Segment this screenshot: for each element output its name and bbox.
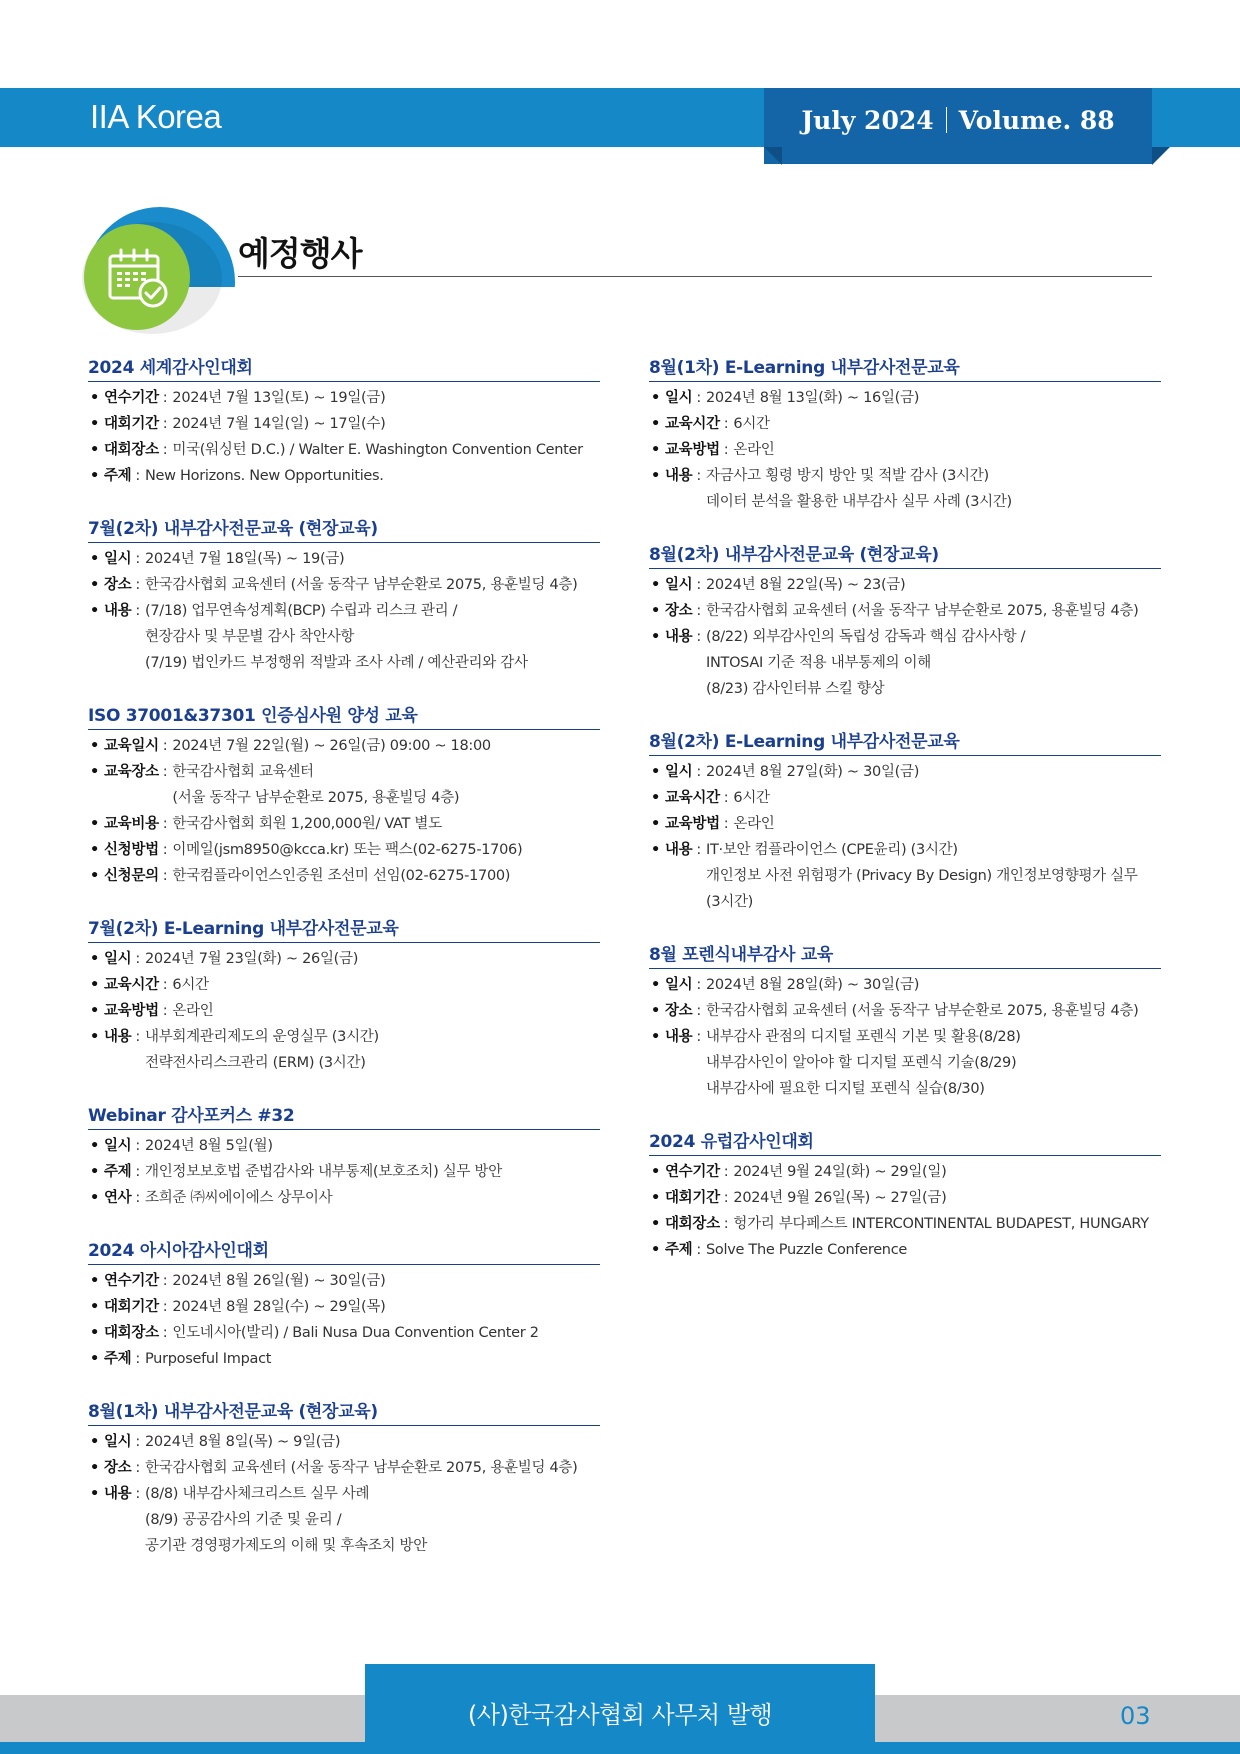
detail-value-line: IT·보안 컴플라이언스 (CPE윤리) (3시간)	[705, 842, 958, 858]
event-detail-row	[88, 1294, 600, 1320]
detail-value-line: 2024년 8월 26일(월) ~ 30일(금)	[172, 1273, 386, 1289]
detail-value-line: 2024년 8월 28일(수) ~ 29일(목)	[172, 1299, 386, 1315]
detail-colon: :	[162, 1003, 168, 1019]
detail-colon: :	[162, 868, 168, 884]
event-block	[649, 730, 1161, 915]
event-detail-row	[88, 1320, 600, 1346]
detail-value	[733, 785, 769, 811]
event-detail-row	[649, 1024, 1161, 1102]
event-detail-row	[88, 598, 600, 676]
event-detail-row	[649, 1159, 1161, 1185]
detail-colon: :	[723, 1190, 729, 1206]
event-detail-row	[88, 546, 600, 572]
event-block	[88, 356, 600, 489]
detail-value-line: 한국감사협회 교육센터 (서울 동작구 남부순환로 2075, 용훈빌딩 4층)	[705, 1003, 1139, 1019]
detail-label: • 연수기간	[88, 385, 159, 411]
detail-label: • 일시	[649, 759, 692, 785]
detail-value	[706, 1024, 1021, 1102]
section-title: 예정행사	[238, 234, 362, 273]
detail-value	[706, 759, 919, 785]
event-detail-row	[88, 1185, 600, 1211]
event-detail-row	[649, 598, 1161, 624]
event-detail-row	[649, 837, 1161, 915]
detail-value	[172, 811, 441, 837]
detail-value-line: (7/18) 업무연속성계획(BCP) 수립과 리스크 관리 /	[144, 603, 458, 619]
event-title: ISO 37001&37301 인증심사원 양성 교육	[88, 704, 600, 730]
event-title: 2024 아시아감사인대회	[88, 1239, 600, 1265]
detail-value-line: 2024년 8월 28일(화) ~ 30일(금)	[705, 977, 920, 993]
calendar-check-icon	[106, 246, 170, 310]
detail-value-line: 미국(워싱턴 D.C.) / Walter E. Washington Convention Center	[172, 442, 583, 458]
event-detail-row	[649, 385, 1161, 411]
detail-label: • 주제	[88, 463, 131, 489]
detail-label: • 교육방법	[88, 998, 159, 1024]
detail-colon: :	[162, 816, 168, 832]
section-title-rule	[238, 276, 1152, 277]
detail-value-line: 온라인	[172, 1003, 214, 1019]
detail-colon: :	[696, 1242, 701, 1258]
detail-label: • 장소	[649, 598, 692, 624]
detail-colon: :	[162, 390, 168, 406]
detail-label: • 연사	[88, 1185, 131, 1211]
detail-value-line: 2024년 8월 27일(화) ~ 30일(금)	[705, 764, 920, 780]
detail-value	[172, 863, 510, 889]
detail-label: • 교육방법	[649, 437, 720, 463]
detail-value-line: 2024년 7월 13일(토) ~ 19일(금)	[172, 390, 386, 406]
detail-value	[145, 1481, 427, 1559]
detail-label: • 장소	[88, 572, 131, 598]
detail-label: • 교육일시	[88, 733, 159, 759]
detail-value-line: 온라인	[733, 816, 775, 832]
detail-value	[733, 811, 774, 837]
detail-label: • 교육장소	[88, 759, 159, 811]
detail-value-line: New Horizons. New Opportunities.	[144, 468, 384, 484]
detail-label: • 주제	[649, 1237, 692, 1263]
detail-value-line: Purposeful Impact	[144, 1351, 272, 1367]
left-column	[88, 356, 600, 1587]
event-title: 8월 포렌식내부감사 교육	[649, 943, 1161, 969]
detail-value	[706, 1237, 907, 1263]
detail-value	[733, 411, 769, 437]
footer-publisher: (사)한국감사협회 사무처 발행	[467, 1701, 773, 1729]
detail-value-line: (8/22) 외부감사인의 독립성 감독과 핵심 감사사항 /	[705, 629, 1026, 645]
detail-value-line: (서울 동작구 남부순환로 2075, 용훈빌딩 4층)	[172, 790, 460, 806]
event-detail-row	[88, 411, 600, 437]
detail-value	[145, 1346, 271, 1372]
detail-value	[172, 385, 385, 411]
detail-label: • 일시	[649, 572, 692, 598]
detail-value	[145, 598, 528, 676]
detail-value	[706, 572, 905, 598]
detail-colon: :	[696, 1003, 701, 1019]
detail-colon: :	[696, 468, 701, 484]
event-detail-row	[88, 1024, 600, 1076]
detail-value	[172, 837, 522, 863]
detail-value	[706, 972, 919, 998]
event-detail-row	[88, 733, 600, 759]
detail-label: • 신청방법	[88, 837, 159, 863]
issue-box-fold-left	[764, 147, 782, 165]
detail-value-line: 2024년 9월 24일(화) ~ 29일(일)	[733, 1164, 947, 1180]
event-title: 8월(2차) 내부감사전문교육 (현장교육)	[649, 543, 1161, 569]
event-block	[649, 356, 1161, 515]
detail-value-line: INTOSAI 기준 적용 내부통제의 이해	[705, 655, 931, 671]
detail-value	[733, 1211, 1148, 1237]
event-title: Webinar 감사포커스 #32	[88, 1104, 600, 1130]
detail-label: • 대회기간	[88, 411, 159, 437]
detail-value-line: 2024년 9월 26일(목) ~ 27일(금)	[733, 1190, 947, 1206]
detail-value-line: 공기관 경영평가제도의 이해 및 후속조치 방안	[144, 1538, 427, 1554]
event-detail-row	[88, 1133, 600, 1159]
detail-colon: :	[135, 951, 140, 967]
detail-value-line: 전략전사리스크관리 (ERM) (3시간)	[144, 1055, 366, 1071]
detail-colon: :	[135, 1190, 140, 1206]
right-column	[649, 356, 1161, 1291]
detail-colon: :	[162, 764, 168, 780]
detail-colon: :	[162, 842, 168, 858]
detail-colon: :	[162, 1299, 168, 1315]
detail-value	[706, 624, 1025, 702]
detail-colon: :	[162, 442, 168, 458]
detail-label: • 주제	[88, 1346, 131, 1372]
detail-value	[172, 1294, 385, 1320]
event-detail-row	[649, 437, 1161, 463]
event-detail-row	[88, 759, 600, 811]
detail-colon: :	[696, 1029, 701, 1045]
event-detail-row	[649, 624, 1161, 702]
detail-value-line: 개인정보보호법 준법감사와 내부통제(보호조치) 실무 방안	[144, 1164, 502, 1180]
detail-colon: :	[135, 1164, 140, 1180]
event-block	[88, 1400, 600, 1559]
event-detail-row	[88, 946, 600, 972]
detail-value-line: 한국컴플라이언스인증원 조선미 선임(02-6275-1700)	[172, 868, 511, 884]
detail-value-line: 2024년 8월 22일(목) ~ 23(금)	[705, 577, 906, 593]
detail-label: • 내용	[649, 624, 692, 702]
event-detail-row	[88, 998, 600, 1024]
detail-label: • 일시	[88, 1429, 131, 1455]
detail-colon: :	[162, 738, 168, 754]
detail-colon: :	[723, 1216, 729, 1232]
detail-value	[172, 733, 490, 759]
detail-value-line: (8/23) 감사인터뷰 스킬 향상	[705, 681, 885, 697]
detail-colon: :	[723, 442, 729, 458]
event-detail-row	[88, 972, 600, 998]
detail-value-line: 6시간	[733, 416, 770, 432]
detail-value	[706, 998, 1139, 1024]
event-block	[88, 917, 600, 1076]
detail-value-line: 인도네시아(발리) / Bali Nusa Dua Convention Center 2	[172, 1325, 539, 1341]
detail-colon: :	[696, 842, 701, 858]
detail-colon: :	[696, 577, 701, 593]
event-detail-row	[88, 463, 600, 489]
detail-value	[733, 437, 774, 463]
detail-label: • 내용	[88, 1481, 131, 1559]
event-title: 8월(1차) E-Learning 내부감사전문교육	[649, 356, 1161, 382]
event-detail-row	[649, 998, 1161, 1024]
detail-value	[145, 546, 344, 572]
detail-value-line: (8/9) 공공감사의 기준 및 윤리 /	[144, 1512, 342, 1528]
detail-value-line: 2024년 8월 8일(목) ~ 9일(금)	[144, 1434, 341, 1450]
detail-value-line: (3시간)	[705, 894, 754, 910]
detail-colon: :	[723, 790, 729, 806]
detail-value	[145, 1159, 502, 1185]
detail-value-line: 데이터 분석을 활용한 내부감사 실무 사례 (3시간)	[705, 494, 1012, 510]
detail-label: • 대회기간	[649, 1185, 720, 1211]
detail-value-line: 내부감사에 필요한 디지털 포렌식 실습(8/30)	[705, 1081, 985, 1097]
detail-value	[733, 1185, 946, 1211]
detail-label: • 내용	[88, 1024, 131, 1076]
detail-label: • 교육시간	[88, 972, 159, 998]
event-title: 7월(2차) E-Learning 내부감사전문교육	[88, 917, 600, 943]
detail-label: • 장소	[649, 998, 692, 1024]
event-detail-row	[88, 863, 600, 889]
detail-label: • 내용	[649, 463, 692, 515]
event-title: 8월(1차) 내부감사전문교육 (현장교육)	[88, 1400, 600, 1426]
detail-colon: :	[696, 390, 701, 406]
detail-value-line: 내부감사인이 알아야 할 디지털 포렌식 기술(8/29)	[705, 1055, 1017, 1071]
detail-label: • 일시	[88, 1133, 131, 1159]
event-block	[88, 704, 600, 889]
detail-label: • 내용	[649, 1024, 692, 1102]
detail-colon: :	[696, 977, 701, 993]
detail-value-line: 2024년 7월 18일(목) ~ 19(금)	[144, 551, 345, 567]
detail-label: • 일시	[88, 946, 131, 972]
detail-value	[145, 1133, 273, 1159]
detail-value-line: 개인정보 사전 위험평가 (Privacy By Design) 개인정보영향평가 실무	[705, 868, 1138, 884]
detail-value-line: 한국감사협회 교육센터 (서울 동작구 남부순환로 2075, 용훈빌딩 4층)	[144, 577, 578, 593]
detail-label: • 교육시간	[649, 785, 720, 811]
page-number: 03	[1120, 1702, 1151, 1730]
event-detail-row	[88, 437, 600, 463]
detail-value	[145, 1185, 332, 1211]
detail-value	[706, 385, 919, 411]
detail-value	[172, 1320, 538, 1346]
detail-label: • 장소	[88, 1455, 131, 1481]
detail-value-line: 한국감사협회 교육센터 (서울 동작구 남부순환로 2075, 용훈빌딩 4층)	[144, 1460, 578, 1476]
event-block	[88, 1104, 600, 1211]
event-detail-row	[649, 785, 1161, 811]
detail-value-line: 2024년 8월 13일(화) ~ 16일(금)	[705, 390, 920, 406]
detail-value	[145, 463, 384, 489]
event-detail-row	[88, 1429, 600, 1455]
detail-label: • 내용	[88, 598, 131, 676]
detail-value-line: 이메일(jsm8950@kcca.kr) 또는 팩스(02-6275-1706)	[172, 842, 523, 858]
detail-label: • 대회기간	[88, 1294, 159, 1320]
detail-label: • 일시	[649, 385, 692, 411]
detail-value-line: 조희준 ㈜씨에이에스 상무이사	[144, 1190, 333, 1206]
event-detail-row	[88, 1159, 600, 1185]
detail-colon: :	[696, 629, 701, 645]
detail-value-line: 내부회계관리제도의 운영실무 (3시간)	[144, 1029, 379, 1045]
detail-value-line: 한국감사협회 교육센터	[172, 764, 314, 780]
event-detail-row	[649, 463, 1161, 515]
detail-label: • 일시	[88, 546, 131, 572]
detail-value	[733, 1159, 946, 1185]
detail-colon: :	[135, 1351, 140, 1367]
issue-separator	[946, 107, 947, 133]
detail-value-line: 2024년 8월 5일(월)	[144, 1138, 273, 1154]
detail-value-line: 한국감사협회 회원 1,200,000원/ VAT 별도	[172, 816, 442, 832]
detail-colon: :	[135, 551, 140, 567]
detail-colon: :	[135, 603, 140, 619]
detail-label: • 교육방법	[649, 811, 720, 837]
event-title: 2024 세계감사인대회	[88, 356, 600, 382]
event-detail-row	[88, 1346, 600, 1372]
issue-box-fold-right	[1152, 147, 1170, 165]
event-detail-row	[88, 572, 600, 598]
detail-value-line: Solve The Puzzle Conference	[705, 1242, 907, 1258]
detail-value	[145, 572, 578, 598]
detail-colon: :	[696, 603, 701, 619]
detail-value	[172, 1268, 385, 1294]
detail-colon: :	[135, 1138, 140, 1154]
event-detail-row	[649, 759, 1161, 785]
detail-value	[706, 598, 1139, 624]
detail-colon: :	[162, 1273, 168, 1289]
event-detail-row	[649, 1185, 1161, 1211]
detail-value-line: 내부감사 관점의 디지털 포렌식 기본 및 활용(8/28)	[705, 1029, 1021, 1045]
event-title: 2024 유럽감사인대회	[649, 1130, 1161, 1156]
event-block	[88, 517, 600, 676]
detail-colon: :	[135, 468, 140, 484]
detail-value-line: 현장감사 및 부문별 감사 착안사항	[144, 629, 355, 645]
detail-value	[172, 759, 459, 811]
brand-logo-text: IIA Korea	[90, 98, 222, 135]
event-detail-row	[649, 411, 1161, 437]
event-detail-row	[649, 1211, 1161, 1237]
detail-colon: :	[723, 816, 729, 832]
detail-value	[706, 837, 1138, 915]
detail-value	[145, 1024, 379, 1076]
detail-value	[706, 463, 1012, 515]
event-detail-row	[649, 1237, 1161, 1263]
detail-value	[145, 1455, 578, 1481]
detail-value	[172, 998, 213, 1024]
detail-colon: :	[135, 1460, 140, 1476]
event-detail-row	[649, 811, 1161, 837]
issue-date: July 2024	[801, 106, 934, 135]
detail-value	[145, 946, 358, 972]
detail-label: • 대회장소	[88, 437, 159, 463]
detail-label: • 교육비용	[88, 811, 159, 837]
event-block	[649, 943, 1161, 1102]
detail-colon: :	[135, 1486, 140, 1502]
detail-value-line: 자금사고 횡령 방지 방안 및 적발 감사 (3시간)	[705, 468, 989, 484]
detail-value-line: (7/19) 법인카드 부정행위 적발과 조사 사례 / 예산관리와 감사	[144, 655, 528, 671]
detail-label: • 내용	[649, 837, 692, 915]
detail-value	[172, 411, 385, 437]
detail-label: • 신청문의	[88, 863, 159, 889]
detail-colon: :	[162, 1325, 168, 1341]
detail-value-line: (8/8) 내부감사체크리스트 실무 사례	[144, 1486, 370, 1502]
detail-colon: :	[162, 977, 168, 993]
detail-colon: :	[135, 577, 140, 593]
event-detail-row	[88, 385, 600, 411]
detail-label: • 연수기간	[88, 1268, 159, 1294]
event-block	[649, 1130, 1161, 1263]
detail-value	[172, 972, 208, 998]
detail-label: • 교육시간	[649, 411, 720, 437]
issue-info	[764, 106, 1152, 135]
detail-colon: :	[135, 1434, 140, 1450]
detail-value-line: 2024년 7월 23일(화) ~ 26일(금)	[144, 951, 359, 967]
detail-colon: :	[135, 1029, 140, 1045]
issue-volume: Volume. 88	[958, 106, 1115, 135]
detail-label: • 연수기간	[649, 1159, 720, 1185]
event-block	[649, 543, 1161, 702]
detail-value-line: 온라인	[733, 442, 775, 458]
detail-label: • 대회장소	[88, 1320, 159, 1346]
event-detail-row	[649, 572, 1161, 598]
detail-colon: :	[723, 1164, 729, 1180]
detail-label: • 대회장소	[649, 1211, 720, 1237]
event-title: 8월(2차) E-Learning 내부감사전문교육	[649, 730, 1161, 756]
detail-value-line: 6시간	[733, 790, 770, 806]
detail-colon: :	[162, 416, 168, 432]
event-detail-row	[88, 1455, 600, 1481]
detail-value	[145, 1429, 340, 1455]
event-title: 7월(2차) 내부감사전문교육 (현장교육)	[88, 517, 600, 543]
event-detail-row	[649, 972, 1161, 998]
detail-value	[172, 437, 582, 463]
detail-label: • 일시	[649, 972, 692, 998]
detail-colon: :	[723, 416, 729, 432]
detail-value-line: 2024년 7월 14일(일) ~ 17일(수)	[172, 416, 386, 432]
event-detail-row	[88, 1268, 600, 1294]
event-detail-row	[88, 1481, 600, 1559]
detail-value-line: 헝가리 부다페스트 INTERCONTINENTAL BUDAPEST, HUNGARY	[733, 1216, 1149, 1232]
event-block	[88, 1239, 600, 1372]
detail-value-line: 6시간	[172, 977, 209, 993]
detail-value-line: 한국감사협회 교육센터 (서울 동작구 남부순환로 2075, 용훈빌딩 4층)	[705, 603, 1139, 619]
detail-colon: :	[696, 764, 701, 780]
detail-value-line: 2024년 7월 22일(월) ~ 26일(금) 09:00 ~ 18:00	[172, 738, 491, 754]
detail-label: • 주제	[88, 1159, 131, 1185]
event-detail-row	[88, 811, 600, 837]
event-detail-row	[88, 837, 600, 863]
